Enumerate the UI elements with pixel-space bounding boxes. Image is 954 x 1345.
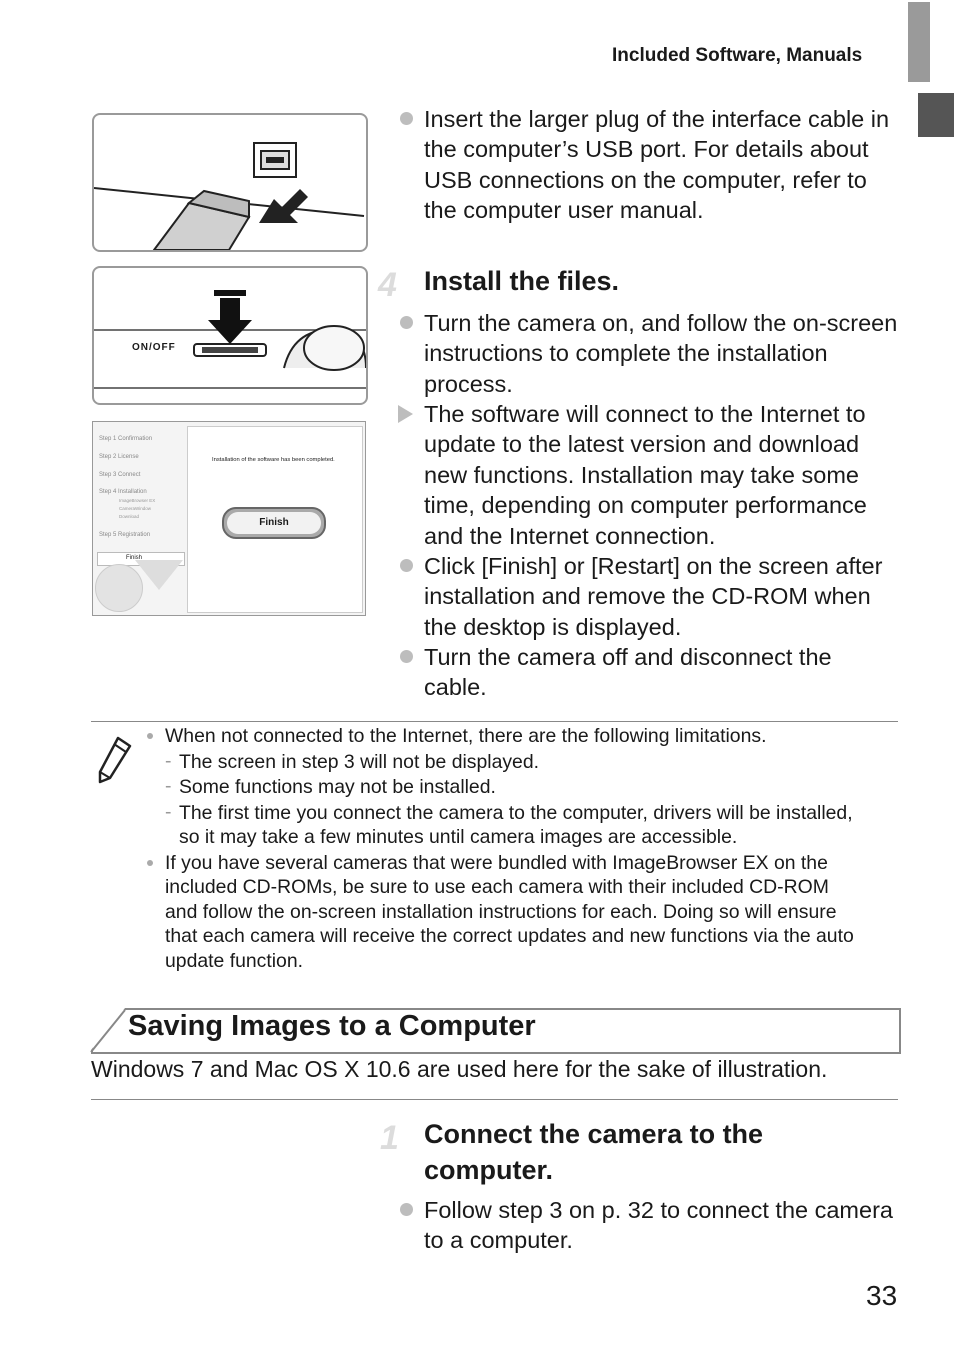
installer-step: Step 4 Installation [99, 489, 147, 495]
notes-top-rule [91, 721, 898, 722]
down-arrow-icon [135, 560, 183, 590]
installer-side-finish: Finish [97, 552, 185, 566]
installer-step: Step 1 Confirmation [99, 436, 153, 442]
installer-step: Step 2 License [99, 454, 139, 460]
installer-step: Step 3 Connect [99, 472, 141, 478]
dash-icon: - [165, 801, 172, 823]
chapter-tab-light [908, 2, 930, 82]
installer-step: Step 5 Registration [99, 532, 151, 538]
result-arrow-icon [398, 405, 413, 423]
note-sub-item: The screen in step 3 will not be displayed. [179, 751, 540, 773]
dash-icon: - [165, 750, 172, 772]
bullet-icon [400, 559, 413, 572]
note-bullet-icon [147, 733, 153, 739]
usb-plug-illustration [92, 113, 368, 252]
on-off-label: ON/OFF [132, 342, 176, 353]
note-item: If you have several cameras that were bundled with ImageBrowser EX on the included CD-ROMs, be sure to use each camera with their included CD-ROM and follow the on-screen installation instructions for each. Doing so will ensure that each camera will receive the correct updates and new functions via the auto update function. [165, 852, 854, 972]
dash-icon: - [165, 775, 172, 797]
bullet-icon [400, 112, 413, 125]
installer-sub-item: CameraWindow [119, 506, 152, 511]
power-switch-svg [94, 268, 366, 403]
page-number: 33 [866, 1280, 898, 1311]
note-sub-item-cont: so it may take a few minutes until camera images are accessible. [179, 826, 738, 848]
section-heading-corner [89, 1006, 129, 1054]
bullet-icon [400, 650, 413, 663]
step-1-number: 1 [380, 1119, 399, 1157]
bullet-icon [400, 1203, 413, 1216]
pencil-icon [96, 734, 136, 784]
finish-button[interactable]: Finish [222, 507, 326, 539]
step-4-title: Install the files. [424, 266, 620, 296]
installer-main-panel [187, 426, 363, 613]
note-sub-item: Some functions may not be installed. [179, 776, 496, 798]
chapter-tab-dark [918, 93, 954, 137]
step-1-title: Connect the camera to the computer. [424, 1119, 764, 1185]
running-header: Included Software, Manuals [612, 45, 863, 66]
usb-bullet [398, 104, 903, 228]
usb-bullet-text: Insert the larger plug of the interface cable in the computer’s USB port. For details about USB connections on the computer, refer to the computer user manual. [424, 106, 890, 224]
installer-screen-illustration [92, 421, 366, 616]
section-title: Saving Images to a Computer [128, 1010, 536, 1042]
step-4-number: 4 [378, 266, 397, 304]
installer-complete-message: Installation of the software has been completed. [212, 457, 335, 463]
camera-power-illustration [92, 266, 368, 405]
section-caption: Windows 7 and Mac OS X 10.6 are used here for the sake of illustration. [91, 1056, 828, 1082]
bullet-icon [400, 316, 413, 329]
note-item: When not connected to the Internet, there are the following limitations. [165, 725, 767, 747]
note-bullet-icon [147, 860, 153, 866]
installer-sub-item: Download [119, 514, 140, 519]
installer-sub-item: ImageBrowser EX [119, 498, 156, 503]
note-sub-item: The first time you connect the camera to the computer, drivers will be installed, [179, 802, 853, 824]
section-rule [91, 1099, 898, 1100]
